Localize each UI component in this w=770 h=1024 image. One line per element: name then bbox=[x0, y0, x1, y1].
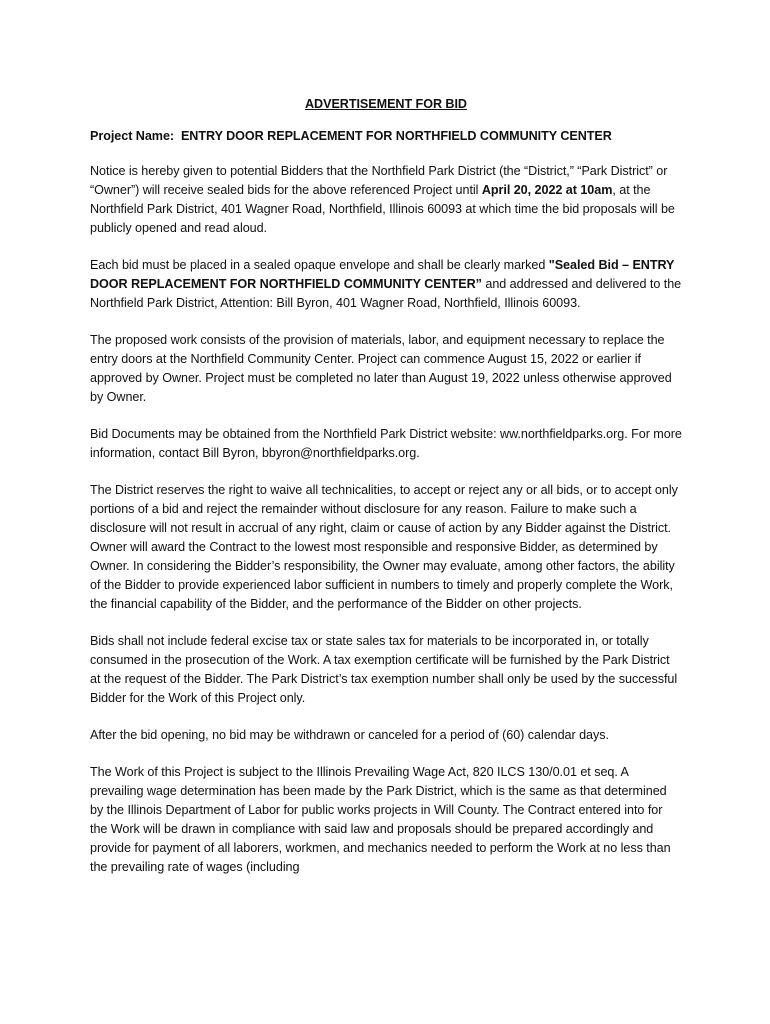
sealed-bid-text-start: Each bid must be placed in a sealed opaque envelope and shall be clearly marked bbox=[90, 258, 549, 272]
paragraph-bid-documents: Bid Documents may be obtained from the Northfield Park District website: ww.northfieldparks.org. For more information, contact Bill Byron, bbyron@northfieldparks.org. bbox=[90, 427, 682, 460]
project-name-line bbox=[90, 127, 682, 146]
notice-text-start: Notice is hereby given to potential Bidders that the Northfield Park District (the “District,” “Park District” or “Owner”) will receive sealed bids for the above referenced Project until bbox=[90, 164, 668, 197]
document-body bbox=[90, 95, 682, 895]
envelope-marking: "Sealed Bid – ENTRY DOOR REPLACEMENT FOR NORTHFIELD COMMUNITY CENTER” bbox=[90, 258, 675, 291]
paragraph-tax: Bids shall not include federal excise tax or state sales tax for materials to be incorporated in, or totally consumed in the prosecution of the Work. A tax exemption certificate will be furnished by the Park District at the request of the Bidder. The Park District’s tax exemption number shall only be used by the successful Bidder for the Work of this Project only. bbox=[90, 634, 678, 705]
document-title: ADVERTISEMENT FOR BID bbox=[305, 97, 467, 111]
paragraph-sealed-bid bbox=[90, 256, 682, 313]
sealed-bid-text-end: and addressed and delivered to the Northfield Park District, Attention: Bill Byron, 401 Wagner Road, Northfield, Illinois 60093. bbox=[90, 277, 682, 310]
paragraph-prevailing-wage: The Work of this Project is subject to the Illinois Prevailing Wage Act, 820 ILCS 130/0.01 et seq. A prevailing wage determination has been made by the Park District, which is the same as that determined by the Illinois Department of Labor for public works projects in Will County. The Contract entered into for the Work will be drawn in compliance with said law and proposals should be prepared accordingly and provide for payment of all laborers, workmen, and mechanics needed to perform the Work at no less than the prevailing rate of wages (including bbox=[90, 765, 671, 874]
paragraph-withdrawal: After the bid opening, no bid may be withdrawn or canceled for a period of (60) calendar days. bbox=[90, 728, 609, 742]
project-name-label: Project Name: bbox=[90, 129, 175, 143]
bid-deadline: April 20, 2022 at 10am bbox=[481, 183, 613, 197]
paragraph-notice bbox=[90, 162, 682, 238]
project-name-value: ENTRY DOOR REPLACEMENT FOR NORTHFIELD COMMUNITY CENTER bbox=[180, 129, 612, 143]
notice-text-end: , at the Northfield Park District, 401 Wagner Road, Northfield, Illinois 60093 at which time the bid proposals will be publicly opened and read aloud. bbox=[90, 183, 675, 235]
paragraph-proposed-work: The proposed work consists of the provision of materials, labor, and equipment necessary to replace the entry doors at the Northfield Community Center. Project can commence August 15, 2022 or earlier if approved by Owner. Project must be completed no later than August 19, 2022 unless otherwise approved by Owner. bbox=[90, 333, 672, 404]
paragraph-district-rights: The District reserves the right to waive all technicalities, to accept or reject any or all bids, or to accept only portions of a bid and reject the remainder without disclosure for any reason. Failure to make such a disclosure will not result in accrual of any right, claim or cause of action by any Bidder against the District. Owner will award the Contract to the lowest most responsible and responsive Bidder, as determined by Owner. In considering the Bidder’s responsibility, the Owner may evaluate, among other factors, the ability of the Bidder to provide experienced labor sufficient in numbers to timely and properly complete the Work, the financial capability of the Bidder, and the performance of the Bidder on other projects. bbox=[90, 483, 678, 611]
